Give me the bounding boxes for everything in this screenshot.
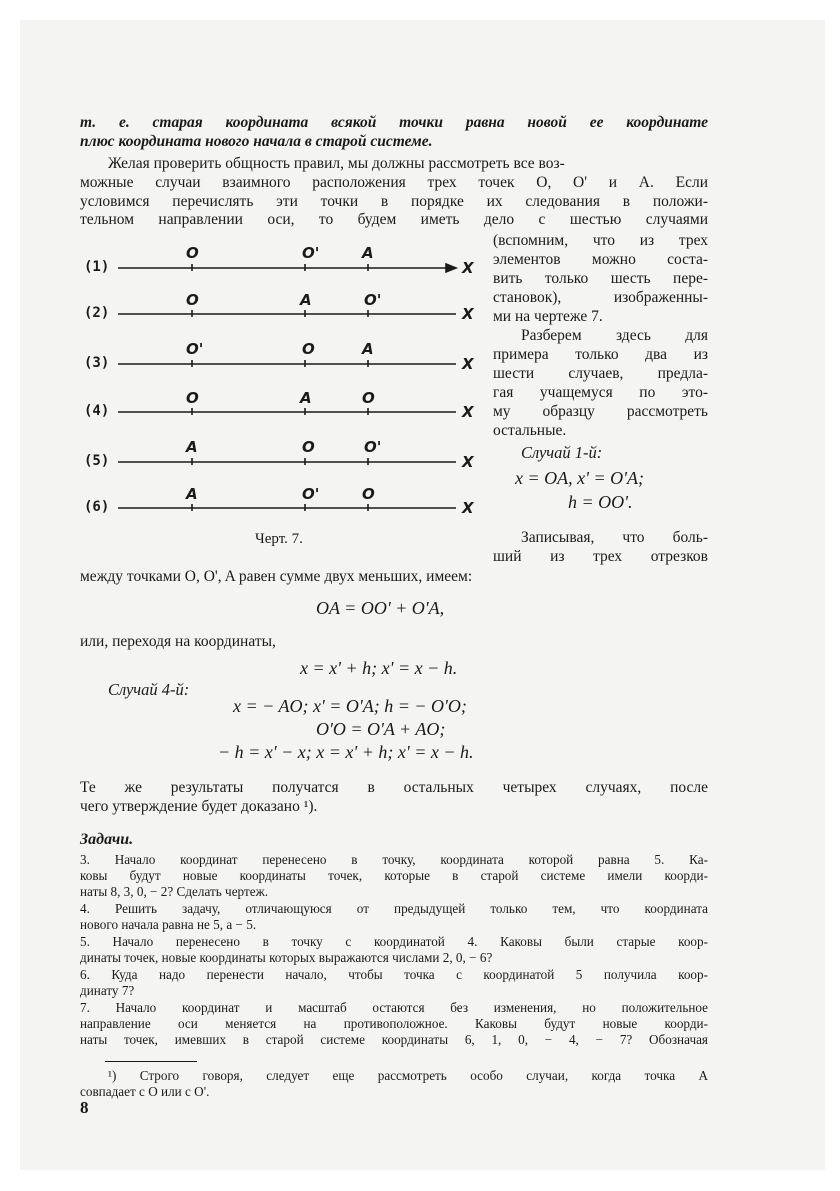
case4-heading: Случай 4-й: (108, 680, 190, 699)
task-7-line-1: 7. Начало координат и масштаб остаются без изменения, но положительное (80, 1000, 708, 1015)
case1-heading: Случай 1-й: (521, 443, 603, 462)
point-label: O' (302, 485, 320, 503)
conclusion-line-2: чего утверждение будет доказано ¹). (80, 798, 318, 815)
point-label: O (186, 291, 199, 309)
point-label: O' (186, 340, 204, 358)
task-4-line-1: 4. Решить задачу, отличающуюся от предыдущей только тем, что координата (80, 901, 708, 916)
equation-x: x = x' + h; x' = x − h. (300, 658, 458, 678)
point-label: O (186, 244, 199, 262)
para1-line-1: Желая проверить общность правил, мы должны рассмотреть все воз- (108, 155, 565, 172)
point-label: A (300, 389, 312, 407)
case4-equation-3: − h = x' − x; x = x' + h; x' = x − h. (218, 742, 474, 762)
right-col-line-4: становок), изображенны- (493, 289, 708, 306)
axis-x-label-1: X (462, 259, 474, 277)
task-3-line-1: 3. Начало координат перенесено в точку, координата которой равна 5. Ка- (80, 852, 708, 867)
task-7-line-3: наты точек, имевших в старой системе координаты 6, 1, 0, − 4, − 7? Обозначая (80, 1032, 708, 1047)
footnote-line-1: ¹) Строго говоря, следует еще рассмотреть особо случаи, когда точка A (108, 1068, 708, 1083)
row-label-1: (1) (84, 259, 110, 275)
task-7-line-2: направление оси меняется на противоположное. Каковы будут новые коорди- (80, 1016, 708, 1031)
point-label: A (186, 438, 198, 456)
right-col-line-12: Записывая, что боль- (521, 529, 708, 546)
point-label: A (362, 244, 374, 262)
axis-x-label-5: X (462, 453, 474, 471)
right-col-line-2: элементов можно соста- (493, 251, 708, 268)
point-label: O (302, 340, 315, 358)
right-col-line-8: шести случаев, предла- (493, 365, 708, 382)
right-col-line-11: остальные. (493, 422, 567, 439)
point-label: A (362, 340, 374, 358)
point-label: O (362, 389, 375, 407)
intro-line-2: плюс координата нового начала в старой системе. (80, 133, 433, 150)
figure-caption: Черт. 7. (255, 531, 303, 547)
footnote-line-2: совпадает с O или с O'. (80, 1084, 210, 1099)
axis-x-label-4: X (462, 403, 474, 421)
case1-equation-2: h = OO'. (568, 492, 633, 512)
point-label: O' (364, 438, 382, 456)
task-3-line-2: ковы будут новые координаты точек, которые в старой системе имели коорди- (80, 868, 708, 883)
right-col-line-1: (вспомним, что из трех (493, 232, 708, 249)
row-label-4: (4) (84, 403, 110, 419)
conclusion-line-1: Те же результаты получатся в остальных четырех случаях, после (80, 779, 708, 796)
task-5-line-1: 5. Начало перенесено в точку с координатой 4. Каковы были старые коор- (80, 934, 708, 949)
task-3-line-3: наты 8, 3, 0, − 2? Сделать чертеж. (80, 884, 268, 899)
row-label-5: (5) (84, 453, 110, 469)
task-6-line-2: динату 7? (80, 983, 135, 998)
right-col-line-10: му образцу рассмотреть (493, 403, 708, 420)
page-number: 8 (80, 1098, 89, 1117)
right-col-line-9: гая учащемуся по это- (493, 384, 708, 401)
para2-line-2: или, переходя на координаты, (80, 633, 276, 650)
point-label: O (362, 485, 375, 503)
right-col-line-6: Разберем здесь для (521, 327, 708, 344)
intro-line-1: т. е. старая координата всякой точки равна новой ее координате (80, 114, 708, 131)
point-label: A (300, 291, 312, 309)
tasks-heading: Задачи. (80, 831, 134, 848)
right-col-line-5: ми на чертеже 7. (493, 308, 603, 325)
footnote-divider (105, 1061, 197, 1062)
row-label-3: (3) (84, 355, 110, 371)
point-label: O (302, 438, 315, 456)
para1-line-3: условимся перечислять эти точки в порядке их следования в положи- (80, 193, 708, 210)
task-4-line-2: нового начала равна не 5, а − 5. (80, 917, 257, 932)
row-label-2: (2) (84, 305, 110, 321)
point-label: A (186, 485, 198, 503)
right-col-line-3: вить только шесть пере- (493, 270, 708, 287)
case4-equation-2: O'O = O'A + AO; (316, 719, 446, 739)
right-col-line-13: ший из трех отрезков (493, 548, 708, 565)
axis-x-label-3: X (462, 355, 474, 373)
para1-line-2: можные случаи взаимного расположения трех точек O, O' и A. Если (80, 174, 708, 191)
task-6-line-1: 6. Куда надо перенести начало, чтобы точка с координатой 5 получила коор- (80, 967, 708, 982)
task-5-line-2: динаты точек, новые координаты которых выражаются числами 2, 0, − 6? (80, 950, 493, 965)
point-label: O' (364, 291, 382, 309)
para2-line-1: между точками O, O', A равен сумме двух меньших, имеем: (80, 568, 473, 585)
axis-x-label-6: X (462, 499, 474, 517)
equation-oa: OA = OO' + O'A, (316, 598, 445, 618)
axis-x-label-2: X (462, 305, 474, 323)
point-label: O' (302, 244, 320, 262)
para1-line-4: тельном направлении оси, то будем иметь дело с шестью случаями (80, 211, 708, 228)
right-col-line-7: примера только два из (493, 346, 708, 363)
case4-equation-1: x = − AO; x' = O'A; h = − O'O; (233, 696, 467, 716)
row-label-6: (6) (84, 499, 110, 515)
case1-equation-1: x = OA, x' = O'A; (515, 468, 644, 488)
point-label: O (186, 389, 199, 407)
